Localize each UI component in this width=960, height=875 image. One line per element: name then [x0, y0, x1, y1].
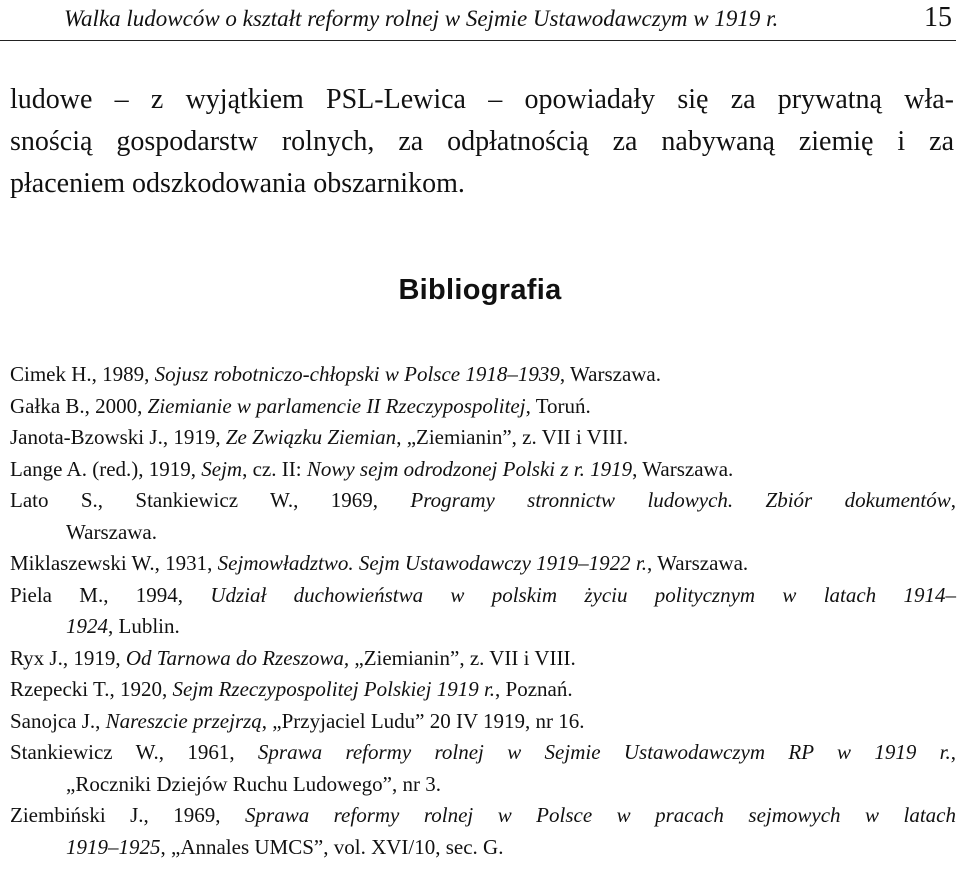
bibliography-entry	[10, 391, 956, 423]
bibliography-text: Lato S., Stankiewicz W., 1969,	[10, 488, 411, 512]
bibliography-text: Stankiewicz W., 1961,	[10, 740, 258, 764]
bibliography-text: , Warszawa.	[632, 456, 734, 481]
bibliography-text: , Warszawa.	[647, 551, 749, 575]
bibliography-entry	[10, 737, 956, 800]
bibliography-entry-line	[10, 706, 956, 738]
intro-paragraph	[10, 79, 954, 205]
bibliography-text: , Warszawa.	[559, 362, 661, 386]
bibliography-text: Ziembiński J., 1969,	[10, 803, 246, 827]
bibliography-text: , cz. II:	[242, 456, 307, 481]
bibliography-text: Rzepecki T., 1920,	[10, 677, 173, 701]
bibliography-text: Sanojca J.,	[10, 708, 106, 733]
bibliography-title-text: Sejm	[201, 456, 243, 481]
intro-line: snością gospodarstw rolnych, za odpłatnością za nabywaną ziemię i za	[10, 126, 954, 157]
bibliography-title-text: Nowy sejm odrodzonej Polski z r. 1919	[306, 456, 633, 481]
bibliography-entry-line	[10, 454, 956, 486]
bibliography-text: Janota-Bzowski J., 1919,	[10, 425, 226, 449]
bibliography-text: , „Annales UMCS”, vol. XVI/10, sec. G.	[160, 834, 504, 859]
bibliography-title-text: Programy stronnictw ludowych. Zbiór dokumentów	[410, 488, 951, 512]
bibliography-text: Ryx J., 1919,	[10, 645, 126, 670]
bibliography-entry	[10, 580, 956, 643]
bibliography-text: Gałka B., 2000,	[10, 393, 148, 418]
intro-line: ludowe – z wyjątkiem PSL-Lewica – opowiadały się za prywatną wła-	[10, 84, 954, 115]
bibliography-entry-line	[66, 611, 956, 643]
bibliography-text: , „Ziemianin”, z. VII i VIII.	[396, 425, 629, 449]
bibliography-entry	[10, 800, 956, 863]
bibliography-entry	[10, 548, 956, 580]
bibliography-entry-line	[10, 674, 956, 706]
intro-line: płaceniem odszkodowania obszarnikom.	[10, 168, 465, 199]
section-title: Bibliografia	[398, 274, 562, 306]
bibliography-entry-line	[10, 643, 956, 675]
bibliography-entry	[10, 485, 956, 548]
bibliography-entry-line	[10, 580, 956, 612]
bibliography-title-text: Udział duchowieństwa w polskim życiu politycznym w latach 1914–	[210, 582, 956, 607]
bibliography-text: Piela M., 1994,	[10, 582, 211, 607]
bibliography-entry	[10, 422, 956, 454]
bibliography-entry	[10, 454, 956, 486]
bibliography-title-text: Sojusz robotniczo-chłopski w Polsce 1918–1939	[154, 362, 560, 386]
bibliography-text: Cimek H., 1989,	[10, 362, 155, 386]
bibliography-text: Lange A. (red.), 1919,	[10, 456, 202, 481]
bibliography-title-text: Ze Związku Ziemian	[225, 425, 397, 449]
bibliography-title-text: Sprawa reformy rolnej w Sejmie Ustawodawczym RP w 1919 r.	[257, 740, 951, 764]
bibliography-entry-line	[66, 832, 956, 864]
bibliography-list	[10, 359, 956, 863]
bibliography-text: „Roczniki Dziejów Ruchu Ludowego”, nr 3.	[66, 771, 441, 796]
bibliography-entry-line	[66, 769, 956, 801]
bibliography-entry-line	[10, 391, 956, 423]
running-header	[0, 0, 956, 41]
bibliography-title-text: Od Tarnowa do Rzeszowa,	[125, 645, 350, 670]
bibliography-entry	[10, 359, 956, 391]
page-number: 15	[924, 2, 952, 33]
bibliography-title-text: 1924	[66, 614, 108, 638]
running-header-title: Walka ludowców o kształt reformy rolnej w Sejmie Ustawodawczym w 1919 r.	[64, 6, 779, 31]
bibliography-text: , Poznań.	[495, 677, 573, 701]
bibliography-title-text: 1919–1925	[66, 834, 161, 859]
bibliography-title-text: Ziemianie w parlamencie II Rzeczypospolitej	[147, 393, 526, 418]
bibliography-text: , Toruń.	[525, 393, 591, 418]
bibliography-text: Miklaszewski W., 1931,	[10, 551, 218, 575]
bibliography-title-text: Nareszcie przejrzą	[105, 708, 262, 733]
bibliography-entry-line	[10, 485, 957, 517]
bibliography-title-text: Sprawa reformy rolnej w Polsce w pracach sejmowych w latach	[245, 803, 956, 827]
bibliography-entry-line	[10, 422, 956, 454]
bibliography-text: , „Przyjaciel Ludu” 20 IV 1919, nr 16.	[261, 708, 585, 733]
bibliography-title-text: Sejmowładztwo. Sejm Ustawodawczy 1919–1922 r.	[217, 551, 648, 575]
bibliography-entry	[10, 706, 956, 738]
bibliography-text: Warszawa.	[66, 519, 158, 544]
bibliography-text: „Ziemianin”, z. VII i VIII.	[349, 645, 576, 670]
bibliography-entry-line	[66, 517, 956, 549]
bibliography-text: ,	[950, 740, 957, 764]
bibliography-title-text: Sejm Rzeczypospolitej Polskiej 1919 r.	[172, 677, 496, 701]
bibliography-entry-line	[10, 359, 956, 391]
bibliography-text: ,	[950, 488, 957, 512]
bibliography-entry	[10, 674, 956, 706]
bibliography-entry-line	[10, 737, 957, 769]
bibliography-entry-line	[10, 548, 956, 580]
bibliography-entry-line	[10, 800, 956, 832]
bibliography-text: , Lublin.	[108, 614, 180, 638]
bibliography-entry	[10, 643, 956, 675]
